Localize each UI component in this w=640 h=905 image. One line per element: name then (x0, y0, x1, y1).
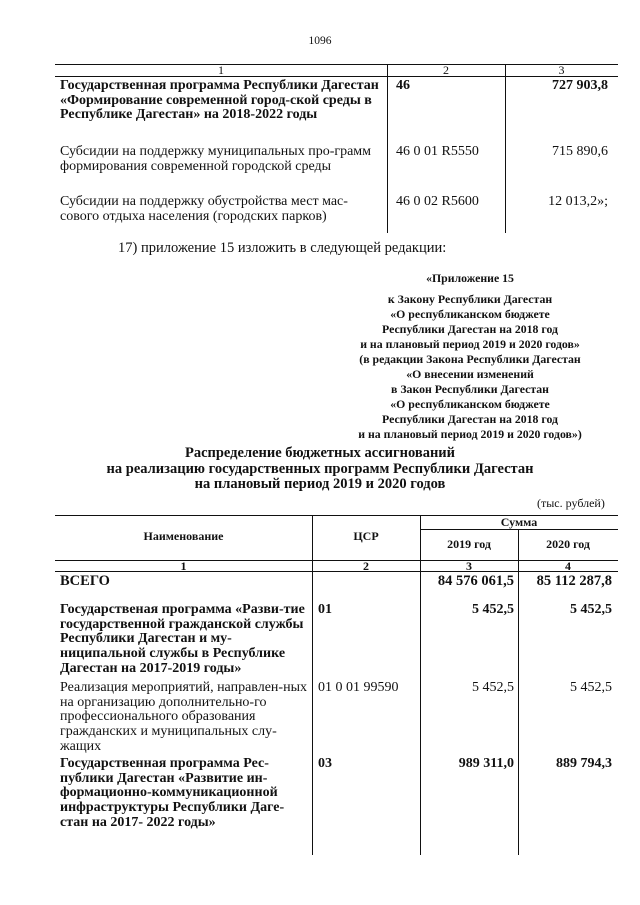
row-csr: 01 0 01 99590 (318, 680, 399, 695)
row-csr: 46 0 02 R5600 (396, 194, 479, 209)
appendix-line: Республики Дагестан на 2018 год (382, 321, 558, 336)
row-2020: 5 452,5 (570, 680, 612, 695)
column-number: 1 (180, 559, 187, 573)
appendix-line: «О республиканском бюджете (390, 306, 550, 321)
row-name: Государственная программа Республики Дагестан «Формирование современной город-ской среды в Республике Дагестан» на 2018-2022 годы (60, 78, 379, 123)
header-sum: Сумма (500, 515, 538, 529)
row-name: Государственая программа «Разви-тие государственной гражданской службы Республики Дагестан и му-ниципальной службы в Республике Дагестан на 2017-2019 годы» (60, 602, 305, 676)
row-2019: 84 576 061,5 (437, 573, 514, 589)
header-year-2020: 2020 год (546, 537, 590, 551)
row-name: Субсидии на поддержку муниципальных про-грамм формирования современной городской среды (60, 144, 372, 174)
header-year-2019: 2019 год (447, 537, 491, 551)
column-number: 3 (466, 559, 472, 573)
row-2019: 5 452,5 (472, 680, 514, 695)
paragraph-17: 17) приложение 15 изложить в следующей редакции: (118, 240, 447, 256)
row-sum: 715 890,6 (552, 144, 608, 159)
row-2019: 5 452,5 (472, 602, 514, 617)
appendix-line: к Закону Республики Дагестан (387, 291, 553, 306)
row-name: Государственная программа Рес-публики Дагестан «Развитие ин-формационно-коммуникационной инфраструктуры Республики Даге-стан на 2017- 2022 годы» (60, 756, 285, 830)
row-csr: 03 (318, 756, 332, 771)
column-number: 1 (218, 63, 224, 77)
title-line: на плановый период 2019 и 2020 годов (194, 476, 446, 493)
table-subheader-divider (420, 529, 618, 530)
page-number: 1096 (308, 35, 332, 47)
appendix-line: в Закон Республики Дагестан (391, 381, 549, 396)
appendix-line: Республики Дагестан на 2018 год (382, 411, 558, 426)
title-line: на реализацию государственных программ Республики Дагестан (106, 460, 534, 477)
column-number: 2 (363, 559, 369, 573)
appendix-line: и на плановый период 2019 и 2020 годов» (360, 336, 580, 351)
row-name: ВСЕГО (60, 573, 110, 589)
row-2020: 5 452,5 (570, 602, 612, 617)
row-name: Реализация мероприятий, направлен-ных на организацию дополнительно-го профессионального образования гражданских и муниципальных слу-жащих (60, 680, 307, 754)
appendix-line: «Приложение 15 (426, 271, 514, 285)
row-csr: 46 0 01 R5550 (396, 144, 479, 159)
appendix-line: «О республиканском бюджете (390, 396, 550, 411)
appendix-line: и на плановый период 2019 и 2020 годов») (358, 426, 582, 441)
appendix-line: «О внесении изменений (406, 366, 534, 381)
row-name: Субсидии на поддержку обустройства мест мас-сового отдыха населения (городских парков) (60, 194, 348, 224)
row-sum: 727 903,8 (552, 78, 608, 93)
column-number: 3 (558, 63, 565, 77)
unit-note: (тыс. рублей) (537, 496, 605, 510)
header-name: Наименование (143, 529, 224, 543)
appendix-heading (330, 271, 610, 442)
row-csr: 46 (396, 78, 410, 93)
row-csr: 01 (318, 602, 332, 617)
row-2020: 889 794,3 (556, 756, 612, 771)
header-csr: ЦСР (353, 529, 379, 543)
row-2019: 989 311,0 (458, 756, 514, 771)
column-number: 4 (565, 559, 571, 573)
document-title (0, 446, 640, 493)
title-line: Распределение бюджетных ассигнований (184, 445, 456, 461)
column-number: 2 (443, 63, 449, 77)
table-column-divider (387, 64, 388, 233)
row-sum: 12 013,2»; (548, 194, 608, 209)
row-2020: 85 112 287,8 (536, 573, 612, 589)
appendix-line: (в редакции Закона Республики Дагестан (359, 351, 581, 366)
